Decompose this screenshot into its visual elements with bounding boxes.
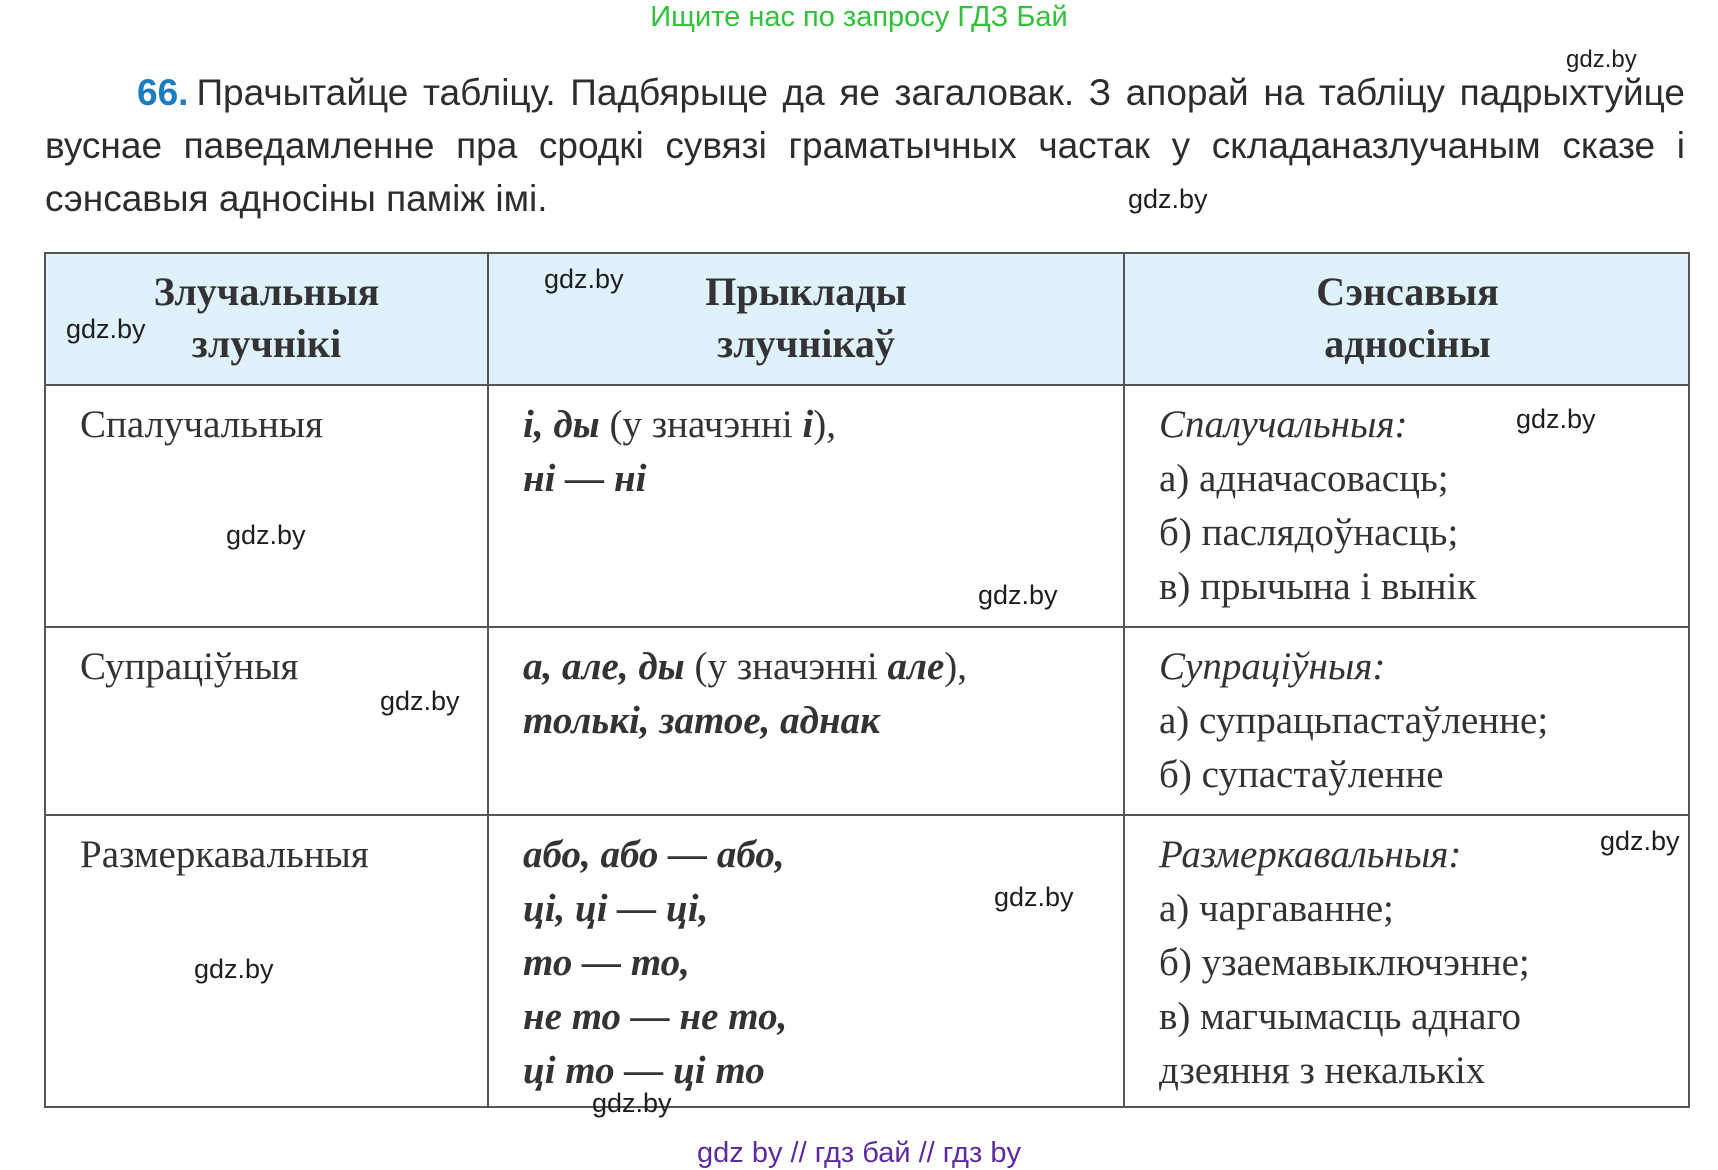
task-body: Прачытайце табліцу. Падбярыце да яе загаловак. З апорай на табліцу падрыхтуйце вуснае паведамленне пра сродкі сувязі граматычных частак у складаназлучаным сказе і сэнсавыя адносіны паміж імі. xyxy=(45,72,1685,219)
conjunctions-table xyxy=(44,252,1690,1108)
watermark: gdz.by xyxy=(978,580,1058,610)
watermark: gdz.by xyxy=(544,264,624,294)
example-segment: ), xyxy=(944,645,968,688)
conjunction-type-cell: Спалучальныя xyxy=(80,403,324,446)
conjunction-type-cell: Размеркавальныя xyxy=(80,833,369,876)
relations-title: Размеркавальныя: xyxy=(1159,833,1462,876)
watermark: gdz.by xyxy=(994,882,1074,912)
examples-cell xyxy=(487,628,1123,814)
header-line: злучнікі xyxy=(191,321,342,366)
relation-item: а) супрацьпастаўленне; xyxy=(1159,699,1549,742)
header-line: злучнікаў xyxy=(717,321,895,366)
example-segment: ні — ні xyxy=(523,457,647,500)
example-segment: ці то — ці то xyxy=(523,1049,765,1092)
example-segment: не то — не то, xyxy=(523,995,788,1038)
example-line xyxy=(523,694,1123,748)
example-segment: і, ды xyxy=(523,403,600,446)
watermark: gdz.by xyxy=(1600,826,1680,856)
relation-item: в) магчымасць аднаго xyxy=(1159,995,1521,1038)
relations-title: Супраціўныя: xyxy=(1159,645,1386,688)
table-row xyxy=(46,626,1688,814)
example-segment: ці, ці — ці, xyxy=(523,887,709,930)
table-header-row xyxy=(46,254,1688,384)
example-segment: і xyxy=(802,403,814,446)
watermark: gdz.by xyxy=(226,520,306,550)
example-segment: толькі, затое, аднак xyxy=(523,699,880,742)
task-text xyxy=(45,66,1685,225)
example-line xyxy=(523,398,1123,452)
bottom-banner: gdz by // гдз бай // гдз by xyxy=(697,1137,1021,1169)
example-segment: а, але, ды xyxy=(523,645,685,688)
example-segment: ), xyxy=(813,403,837,446)
header-line: Сэнсавыя xyxy=(1316,269,1499,314)
watermark: gdz.by xyxy=(194,954,274,984)
example-line xyxy=(523,640,1123,694)
relation-item: б) узаемавыключэнне; xyxy=(1159,941,1530,984)
examples-cell xyxy=(487,816,1123,1108)
watermark: gdz.by xyxy=(1128,184,1208,214)
table-row xyxy=(46,814,1688,1108)
relations-cell xyxy=(1123,386,1690,626)
example-line xyxy=(523,828,1123,882)
task-number: 66. xyxy=(137,72,189,113)
watermark: gdz.by xyxy=(1566,46,1637,73)
relation-item: в) прычына і вынік xyxy=(1159,565,1477,608)
relations-title: Спалучальныя: xyxy=(1159,403,1408,446)
example-segment: (у значэнні xyxy=(599,403,803,446)
relations-cell xyxy=(1123,628,1690,814)
header-relations xyxy=(1123,254,1690,384)
example-line xyxy=(523,990,1123,1044)
relations-cell xyxy=(1123,816,1690,1108)
example-line xyxy=(523,452,1123,506)
watermark: gdz.by xyxy=(1516,404,1596,434)
example-segment: то — то, xyxy=(523,941,690,984)
watermark: gdz.by xyxy=(380,686,460,716)
relation-item: а) адначасовасць; xyxy=(1159,457,1449,500)
relation-item: а) чаргаванне; xyxy=(1159,887,1394,930)
top-banner: Ищите нас по запросу ГДЗ Бай xyxy=(650,1,1068,33)
example-segment: але xyxy=(887,645,945,688)
table-row xyxy=(46,384,1688,626)
header-line: адносіны xyxy=(1324,321,1491,366)
header-line: Прыклады xyxy=(705,269,907,314)
example-segment: або, або — або, xyxy=(523,833,785,876)
example-line xyxy=(523,936,1123,990)
relation-item: б) паслядоўнасць; xyxy=(1159,511,1459,554)
relation-item: б) супастаўленне xyxy=(1159,753,1444,796)
example-segment: (у значэнні xyxy=(684,645,888,688)
relation-item: дзеяння з некалькіх xyxy=(1159,1049,1486,1092)
watermark: gdz.by xyxy=(592,1088,672,1118)
watermark: gdz.by xyxy=(66,314,146,344)
header-line: Злучальныя xyxy=(153,269,380,314)
conjunction-type-cell: Супраціўныя xyxy=(80,645,299,688)
